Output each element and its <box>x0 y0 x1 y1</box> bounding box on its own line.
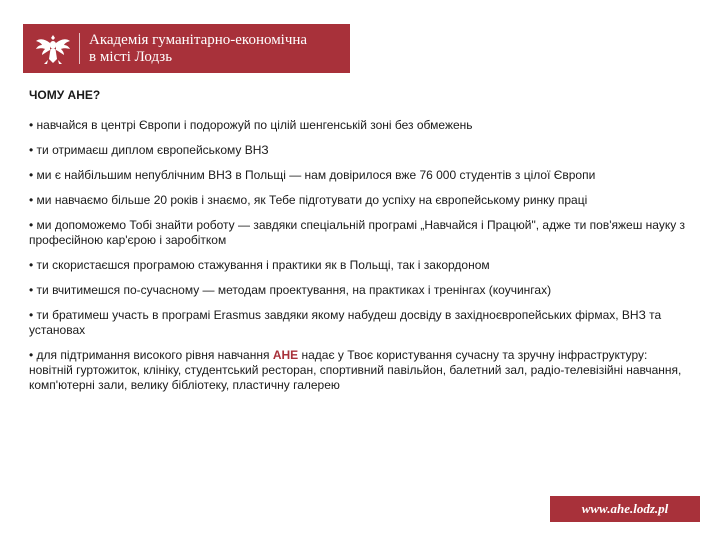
ahe-highlight: AHE <box>272 348 299 362</box>
list-item: • ти вчитимешся по-сучасному — методам проектування, на практиках і тренінгах (коучингах) <box>29 283 552 297</box>
list-item: • ми допоможемо Тобі знайти роботу — завдяки спеціальній програмі „Навчайся і Працюй", адже ти пов'яжеш науку з професійною кар'єрою і заробітком <box>29 218 686 247</box>
academy-name-line1: Академія гуманітарно-економічна <box>89 32 308 48</box>
bullet-list <box>29 118 691 393</box>
list-item-text: надає у Твоє користування сучасну та зручну інфраструктуру: новітній гуртожиток, клініку, студентський ресторан, спортивний павільйон, балетний зал, радіо-телевізійні навчання, комп'ютерні зали, велику бібліотеку, пластичну галерею <box>29 348 682 392</box>
website-link[interactable]: www.ahe.lodz.pl <box>550 496 700 522</box>
list-item: • ти скористаєшся програмою стажування і практики як в Польщі, так і закордоном <box>29 258 490 272</box>
list-item <box>29 348 691 393</box>
list-item: • ти отримаєш диплом європейському ВНЗ <box>29 143 269 157</box>
logo-divider <box>79 33 80 64</box>
academy-name-line2: в місті Лодзь <box>89 49 173 65</box>
list-item: • ти братимеш участь в програмі Erasmus завдяки якому набудеш досвіду в західноєвропейських фірмах, ВНЗ та установах <box>29 308 662 337</box>
academy-name <box>89 32 307 66</box>
list-item: • ми навчаємо більше 20 років і знаємо, як Тебе підготувати до успіху на європейському ринку праці <box>29 193 588 207</box>
section-title: ЧОМУ AHE? <box>29 88 101 102</box>
eagle-crest-icon <box>33 29 73 69</box>
main-content <box>29 88 691 403</box>
list-item-text: • для підтримання високого рівня навчання <box>29 348 273 362</box>
header-banner <box>23 24 350 73</box>
list-item: • ми є найбільшим непублічним ВНЗ в Польщі — нам довірилося вже 76 000 студентів з цілої Європи <box>29 168 596 182</box>
list-item: • навчайся в центрі Європи і подорожуй по цілій шенгенській зоні без обмежень <box>29 118 473 132</box>
